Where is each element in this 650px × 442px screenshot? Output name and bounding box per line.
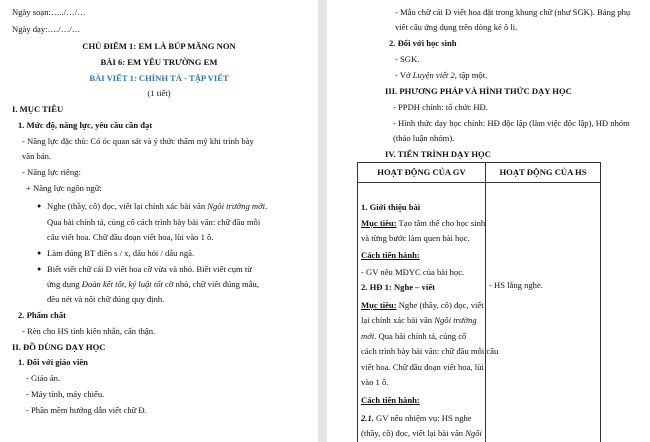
activity-table — [357, 162, 601, 442]
goal-line: Mục tiêu: Tạo tâm thế cho học sinh — [361, 218, 486, 228]
item-computer: - Máy tính, máy chiếu. — [26, 389, 105, 399]
item-software: - Phần mềm hướng dẫn viết chữ Đ. — [26, 405, 147, 415]
bullet-icon: ● — [37, 265, 42, 273]
header-gv: HOẠT ĐỘNG CỦA GV — [358, 163, 486, 183]
para-method: - PPDH chính: tổ chức HĐ. — [393, 102, 488, 112]
item-lesson-plan: - Giáo án. — [26, 373, 61, 383]
bullet-line: đều nét và nối chữ đúng quy định. — [47, 294, 165, 304]
subsection-competencies: 1. Mức độ, năng lực, yêu cầu cần đạt — [18, 120, 153, 130]
step-line: - GV nêu MĐYC của bài học. — [361, 267, 465, 277]
para-language: + Năng lực ngôn ngữ: — [26, 183, 102, 193]
method-label: Cách tiến hành: — [361, 395, 420, 405]
left-page — [0, 0, 318, 442]
bullet-line: câu viết hoa. Chữ đầu đoạn viết hoa, lùi vào 1 ô. — [47, 232, 214, 242]
bullet-line: ứng dụng Đoàn kết tốt, kỷ luật tốt cỡ nhỏ, chữ viết đúng mẫu, — [47, 279, 259, 289]
bullet-line: Qua bài chính tả, củng cố cách trình bày bài văn: chữ đầu mỗi — [47, 217, 261, 227]
bullet-exercise: ● Làm đúng BT điền s / x, dấu hỏi / dấu ngã. — [37, 248, 195, 258]
lesson-title: BÀI 6: EM YÊU TRƯỜNG EM — [100, 57, 218, 67]
bullet-handwriting: ● Biết viết chữ cái Đ viết hoa cỡ vừa và nhỏ. Biết viết cụm từ — [37, 264, 252, 274]
goal-line: mới. Qua bài chính tả, củng cố — [361, 331, 467, 341]
goal-line: cách trình bày bài văn: chữ đầu mỗi câu — [361, 346, 499, 356]
goal-line: vào 1 ô. — [361, 377, 389, 387]
page-gap — [318, 0, 327, 442]
student-cell — [486, 183, 601, 442]
para-form-b: (thảo luận nhóm). — [393, 133, 455, 143]
item-notebook: - Vở Luyện viết 2, tập một. — [395, 70, 488, 80]
periods: (1 tiết) — [147, 88, 171, 98]
bullet-icon: ● — [37, 202, 42, 210]
teacher-cell — [358, 183, 499, 442]
header-hs: HOẠT ĐỘNG CỦA HS — [486, 163, 601, 183]
theme-title: CHỦ ĐIỂM 1: EM LÀ BÚP MĂNG NON — [82, 41, 236, 51]
subsection-qualities: 2. Phẩm chất — [18, 310, 66, 320]
activity-intro: 1. Giới thiệu bài — [361, 202, 421, 212]
teach-date: Ngày dạy:…./…/… — [12, 24, 81, 34]
para-specific-a: - Năng lực đặc thù: Có óc quan sát và ý thức thẩm mỹ khi trình bày — [22, 136, 254, 146]
subsection-students: 2. Đối với học sinh — [389, 38, 457, 48]
method-label: Cách tiến hành: — [361, 250, 420, 260]
writing-title: BÀI VIẾT 1: CHÍNH TẢ - TẬP VIẾT — [89, 73, 229, 83]
step-line: 2.1. GV nêu nhiệm vụ: HS nghe — [361, 413, 472, 423]
para-sample-b: viết câu ứng dụng trên dòng kẻ ô li. — [395, 22, 518, 32]
subsection-teacher: 1. Đối với giáo viên — [18, 357, 88, 367]
goal-line: viết hoa. Chữ đầu đoạn viết hoa, lùi — [361, 362, 484, 372]
right-page — [327, 0, 650, 442]
prep-date: Ngày soạn:…../…/… — [12, 7, 86, 17]
goal-line: lại chính xác bài văn Ngôi trường — [361, 315, 477, 325]
item-sgk: - SGK. — [395, 54, 420, 64]
step-line: (thầy, cô) đọc, viết lại bài văn Ngôi — [361, 428, 482, 438]
student-action: - HS lắng nghe. — [489, 280, 543, 290]
section-process: IV. TIẾN TRÌNH DẠY HỌC — [385, 149, 491, 159]
para-form: - Hình thức dạy học chính: HĐ độc lập (làm việc độc lập), HĐ nhóm — [393, 118, 630, 128]
goal-line: và từng bước làm quen bài học. — [361, 233, 470, 243]
section-objectives: I. MỤC TIÊU — [12, 104, 64, 114]
bullet-listen-write: ● Nghe (thầy, cô) đọc, viết lại chính xác bài văn Ngôi trường mới. — [37, 201, 268, 211]
para-own: - Năng lực riêng: — [22, 167, 81, 177]
para-quality: - Rèn cho HS tính kiên nhẫn, cẩn thận. — [22, 326, 156, 336]
para-specific-b: văn bản. — [22, 151, 52, 161]
para-sample: - Mẫu chữ cái Đ viết hoa đặt trong khung chữ (như SGK). Bảng phụ — [395, 7, 631, 17]
section-materials: II. ĐỒ DÙNG DẠY HỌC — [12, 342, 106, 352]
section-methods: III. PHƯƠNG PHÁP VÀ HÌNH THỨC DẠY HỌC — [385, 86, 572, 96]
goal-line: Mục tiêu: Nghe (thầy, cô) đọc, viết — [361, 300, 484, 310]
bullet-icon: ● — [37, 249, 42, 257]
activity-dictation: 2. HĐ 1: Nghe – viết — [361, 282, 435, 292]
